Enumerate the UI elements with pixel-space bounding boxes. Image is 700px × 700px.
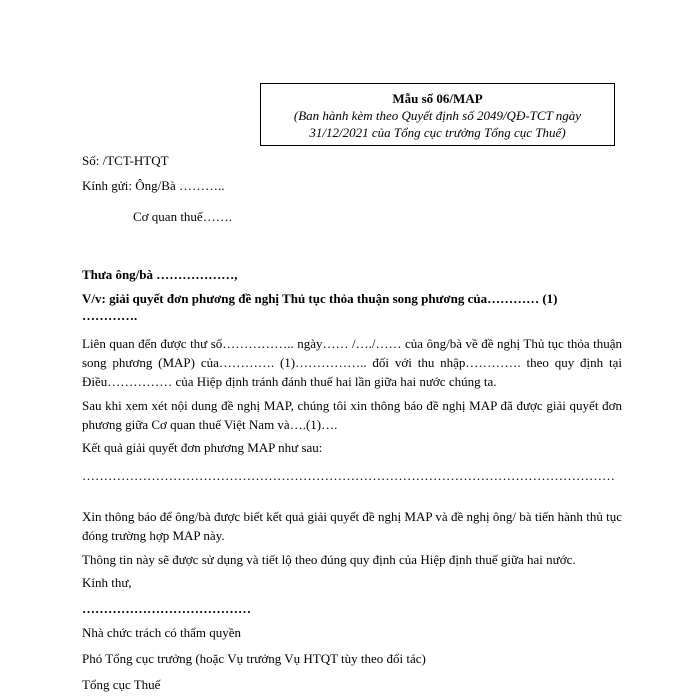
signature-dots: ………………………………… bbox=[82, 601, 251, 616]
form-issued-line-2: 31/12/2021 của Tổng cục trưởng Tổng cục Thuế) bbox=[309, 125, 566, 140]
paragraph-review: Sau khi xem xét nội dung đề nghị MAP, chúng tôi xin thông báo đề nghị MAP đã được giải quyết đơn phương giữa Cơ quan thuế Việt Nam và….(1)…. bbox=[82, 398, 622, 432]
subject-line-2: …………. bbox=[82, 308, 138, 323]
form-code: Mẫu số 06/MAP bbox=[392, 91, 483, 106]
addressee: Kính gửi: Ông/Bà ……….. bbox=[82, 178, 225, 193]
closing: Kính thư, bbox=[82, 575, 132, 590]
paragraph-confidentiality: Thông tin này sẽ được sử dụng và tiết lộ theo đúng quy định của Hiệp định thuế giữa hai nước. bbox=[82, 552, 576, 567]
form-issued-line-1: (Ban hành kèm theo Quyết định số 2049/QĐ-TCT ngày bbox=[293, 108, 582, 123]
deputy-title: Phó Tổng cục trưởng (hoặc Vụ trưởng Vụ HTQT tùy theo đối tác) bbox=[82, 651, 426, 666]
paragraph-reference: Liên quan đến được thư số…………….. ngày…… /…./…… của ông/bà về đề nghị Thủ tục thỏa thuận song phương (MAP) của…………. (1)…………….. đối với thu nhập…………. theo quy định tại Điều…………… của Hiệp định tránh đánh thuế hai lần giữa hai nước chúng ta. bbox=[82, 336, 622, 389]
department-name: Tổng cục Thuế bbox=[82, 677, 161, 692]
result-dots: …………………………………………………………………………………………………………… bbox=[82, 468, 615, 483]
authority-title: Nhà chức trách có thẩm quyền bbox=[82, 625, 242, 640]
result-label: Kết quả giải quyết đơn phương MAP như sau: bbox=[82, 440, 323, 455]
paragraph-notification: Xin thông báo để ông/bà được biết kết quả giải quyết đề nghị MAP và đề nghị ông/ bà tiến hành thủ tục đóng trường hợp MAP này. bbox=[82, 509, 622, 543]
form-header-box bbox=[260, 83, 615, 146]
salutation: Thưa ông/bà ………………, bbox=[82, 267, 238, 282]
subject-line-1: V/v: giải quyết đơn phương đề nghị Thủ tục thỏa thuận song phương của………… (1) bbox=[82, 291, 558, 306]
doc-number: Số: /TCT-HTQT bbox=[82, 153, 169, 168]
tax-agency: Cơ quan thuế……. bbox=[133, 209, 232, 224]
